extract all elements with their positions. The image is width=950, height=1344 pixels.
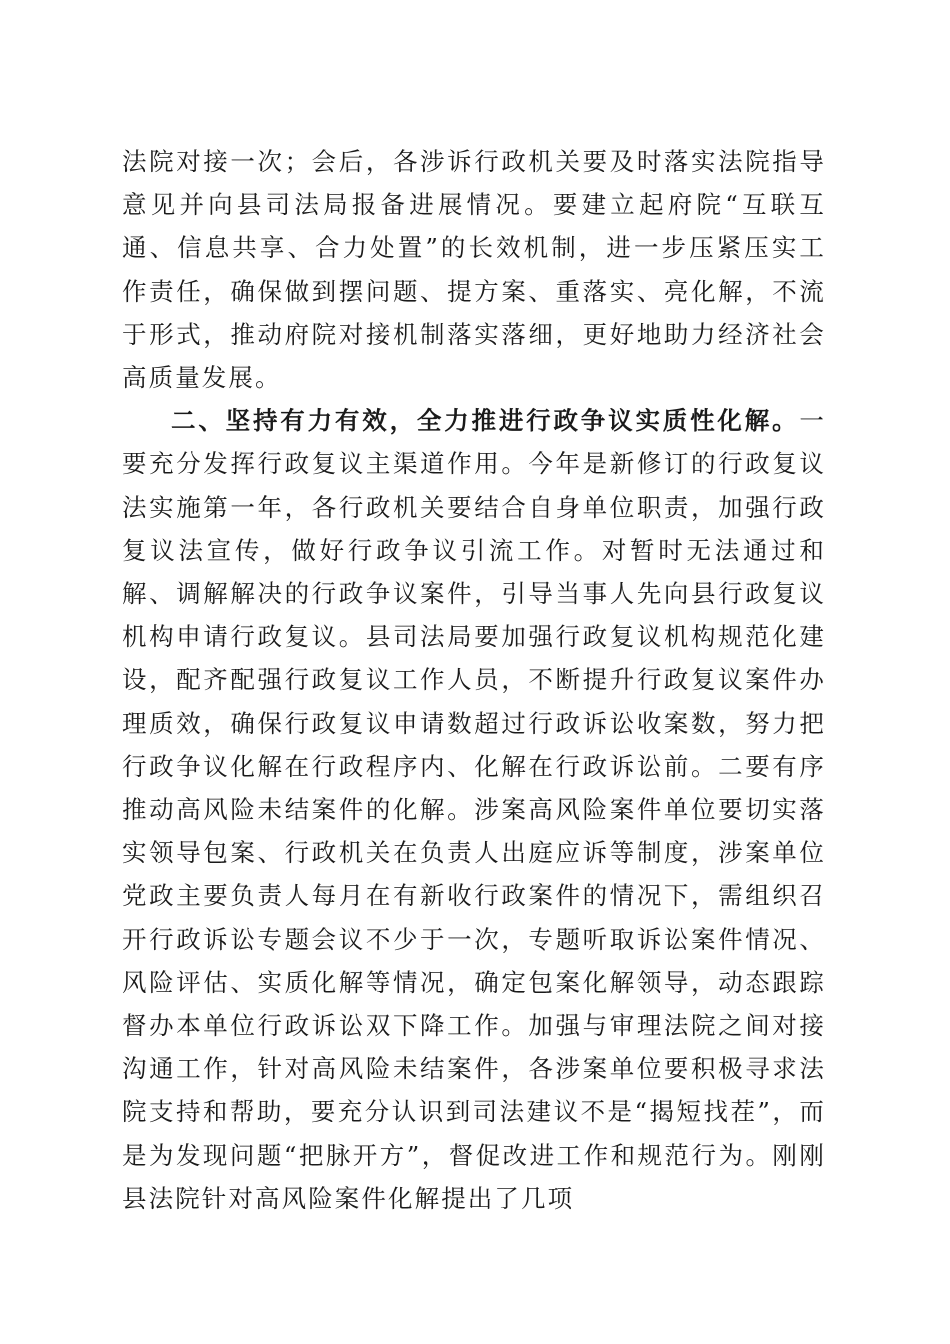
section-heading: 二、坚持有力有效，全力推进行政争议实质性化解。 [171, 406, 800, 436]
paragraph-2 [122, 399, 826, 1220]
paragraph-1: 法院对接一次；会后，各涉诉行政机关要及时落实法院指导意见并向县司法局报备进展情况。要建立起府院“互联互通、信息共享、合力处置”的长效机制，进一步压紧压实工作责任，确保做到摆问题、提方案、重落实、亮化解，不流于形式，推动府院对接机制落实落细，更好地助力经济社会高质量发展。 [122, 147, 826, 393]
document-body [122, 140, 826, 1220]
paragraph-2-body: 一要充分发挥行政复议主渠道作用。今年是新修订的行政复议法实施第一年，各行政机关要结合自身单位职责，加强行政复议法宣传，做好行政争议引流工作。对暂时无法通过和解、调解解决的行政争议案件，引导当事人先向县行政复议机构申请行政复议。县司法局要加强行政复议机构规范化建设，配齐配强行政复议工作人员，不断提升行政复议案件办理质效，确保行政复议申请数超过行政诉讼收案数，努力把行政争议化解在行政程序内、化解在行政诉讼前。二要有序推动高风险未结案件的化解。涉案高风险案件单位要切实落实领导包案、行政机关在负责人出庭应诉等制度，涉案单位党政主要负责人每月在有新收行政案件的情况下，需组织召开行政诉讼专题会议不少于一次，专题听取诉讼案件情况、风险评估、实质化解等情况，确定包案化解领导，动态跟踪督办本单位行政诉讼双下降工作。加强与审理法院之间对接沟通工作，针对高风险未结案件，各涉案单位要积极寻求法院支持和帮助，要充分认识到司法建议不是“揭短找茬”，而是为发现问题“把脉开方”，督促改进工作和规范行为。刚刚县法院针对高风险案件化解提出了几项 [122, 406, 826, 1213]
